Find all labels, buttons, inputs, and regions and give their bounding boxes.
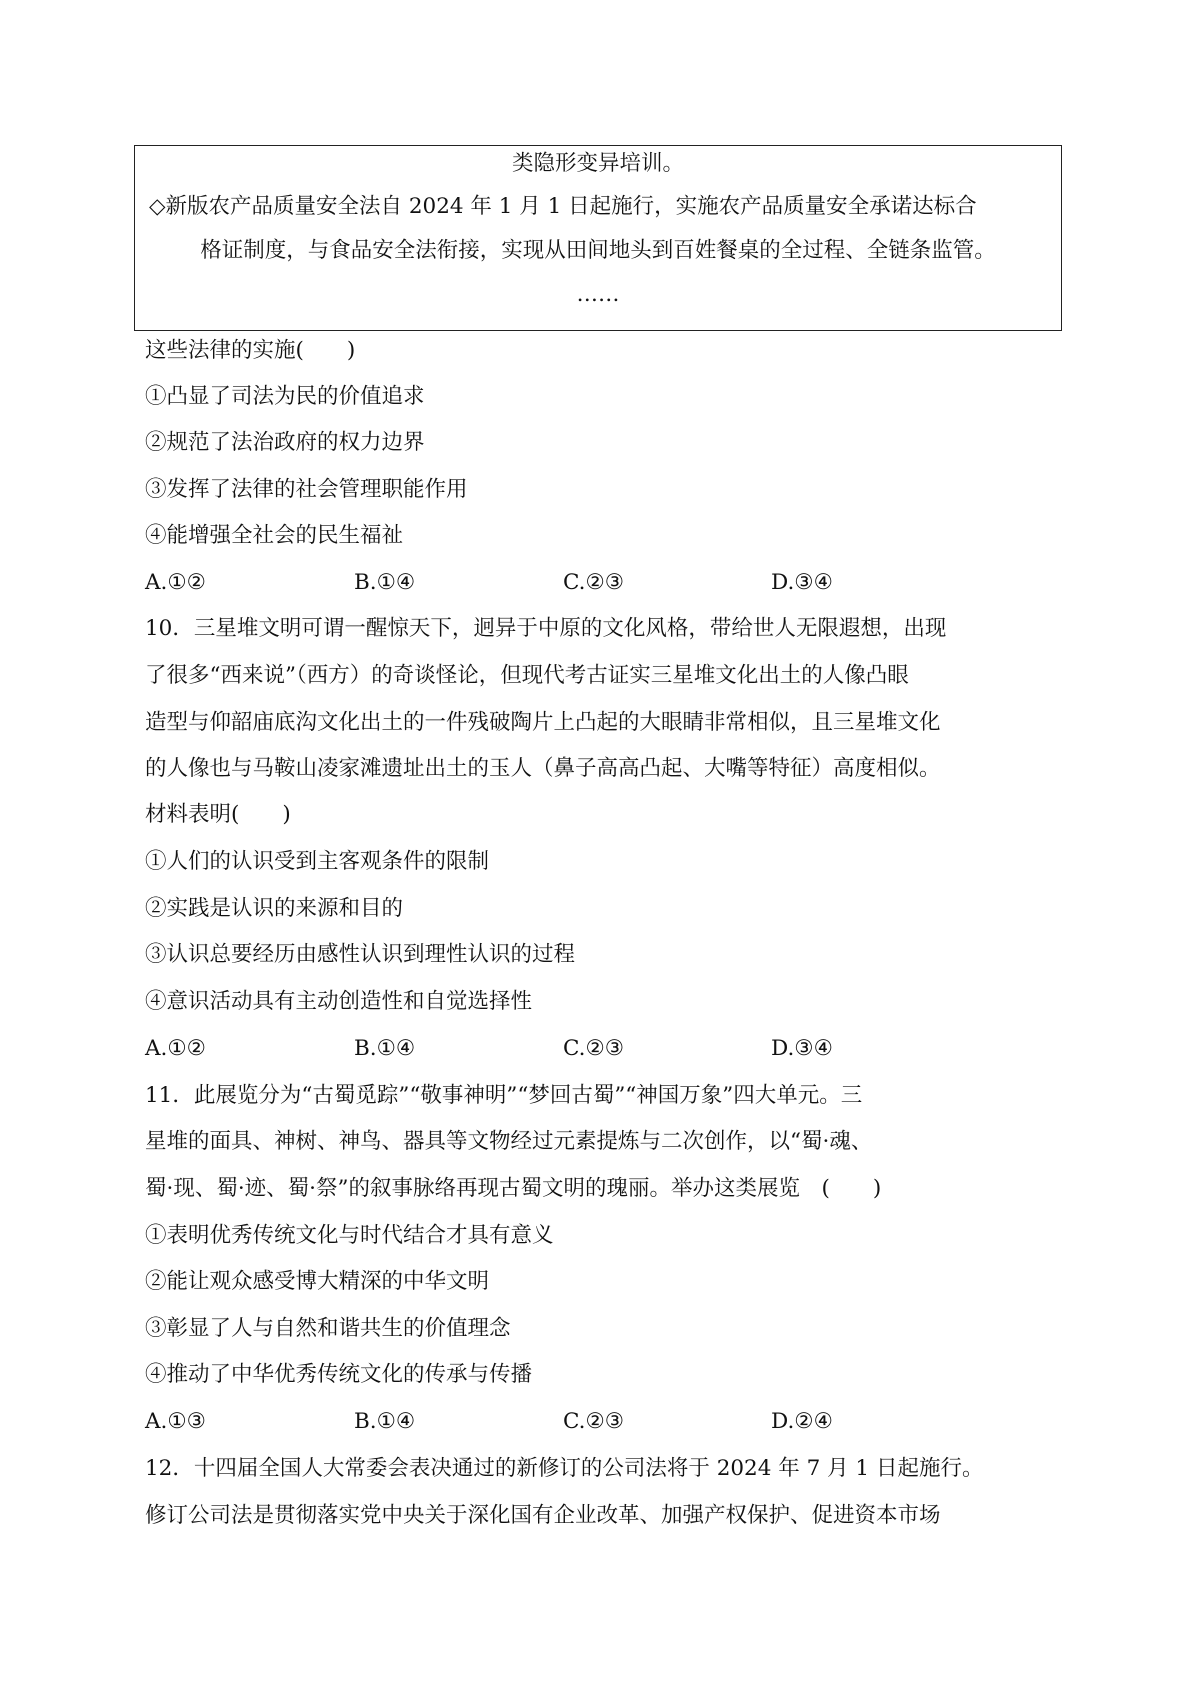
q11-line-2: 星堆的面具、神树、神鸟、器具等文物经过元素提炼与二次创作，以“蜀·魂、 (145, 1129, 873, 1154)
q12-line-1: 12．十四届全国人大常委会表决通过的新修订的公司法将于 2024 年 7 月 1 日起施行。 (145, 1456, 984, 1481)
q9-stem: 这些法律的实施( ) (145, 338, 356, 363)
q9-option-d: D.③④ (771, 570, 833, 595)
q11-option-c: C.②③ (563, 1409, 625, 1434)
box-line-3: 格证制度，与食品安全法衔接，实现从田间地头到百姓餐桌的全过程、全链条监管。 (200, 238, 996, 263)
q12-line-2: 修订公司法是贯彻落实党中央关于深化国有企业改革、加强产权保护、促进资本市场 (145, 1503, 941, 1528)
q9-option-b: B.①④ (354, 570, 416, 595)
q10-item-1: ①人们的认识受到主客观条件的限制 (145, 849, 490, 874)
q9-item-3: ③发挥了法律的社会管理职能作用 (145, 477, 468, 502)
box-ellipsis: …… (576, 282, 620, 307)
q9-option-a: A.①② (145, 570, 206, 595)
q10-option-a: A.①② (145, 1036, 206, 1061)
q11-item-2: ②能让观众感受博大精深的中华文明 (145, 1269, 490, 1294)
q10-item-4: ④意识活动具有主动创造性和自觉选择性 (145, 989, 533, 1014)
q9-option-c: C.②③ (563, 570, 625, 595)
material-box (134, 145, 1062, 331)
q9-item-4: ④能增强全社会的民生福祉 (145, 523, 404, 548)
q10-line-4: 的人像也与马鞍山凌家滩遗址出土的玉人（鼻子高高凸起、大嘴等特征）高度相似。 (145, 756, 941, 781)
q9-item-2: ②规范了法治政府的权力边界 (145, 430, 425, 455)
q11-option-b: B.①④ (354, 1409, 416, 1434)
q11-option-a: A.①③ (145, 1409, 206, 1434)
q10-option-c: C.②③ (563, 1036, 625, 1061)
q10-item-2: ②实践是认识的来源和目的 (145, 896, 404, 921)
q10-item-3: ③认识总要经历由感性认识到理性认识的过程 (145, 942, 576, 967)
box-line-2: ◇新版农产品质量安全法自 2024 年 1 月 1 日起施行，实施农产品质量安全承诺达标合 (149, 194, 977, 219)
q10-stem: 材料表明( ) (145, 802, 291, 827)
q11-item-4: ④推动了中华优秀传统文化的传承与传播 (145, 1362, 533, 1387)
q9-item-1: ①凸显了司法为民的价值追求 (145, 384, 425, 409)
q10-line-2: 了很多“西来说”（西方）的奇谈怪论，但现代考古证实三星堆文化出土的人像凸眼 (145, 663, 909, 688)
q10-line-1: 10．三星堆文明可谓一醒惊天下，迥异于中原的文化风格，带给世人无限遐想，出现 (145, 616, 947, 641)
q10-option-d: D.③④ (771, 1036, 833, 1061)
q11-item-1: ①表明优秀传统文化与时代结合才具有意义 (145, 1223, 554, 1248)
q11-option-d: D.②④ (771, 1409, 833, 1434)
box-line-1: 类隐形变异培训。 (511, 151, 684, 176)
q11-line-3: 蜀·现、蜀·迹、蜀·祭”的叙事脉络再现古蜀文明的瑰丽。举办这类展览 ( ) (145, 1176, 882, 1201)
q11-line-1: 11．此展览分为“古蜀觅踪”“敬事神明”“梦回古蜀”“神国万象”四大单元。三 (145, 1083, 863, 1108)
q11-item-3: ③彰显了人与自然和谐共生的价值理念 (145, 1316, 511, 1341)
q10-line-3: 造型与仰韶庙底沟文化出土的一件残破陶片上凸起的大眼睛非常相似，且三星堆文化 (145, 710, 941, 735)
q10-option-b: B.①④ (354, 1036, 416, 1061)
